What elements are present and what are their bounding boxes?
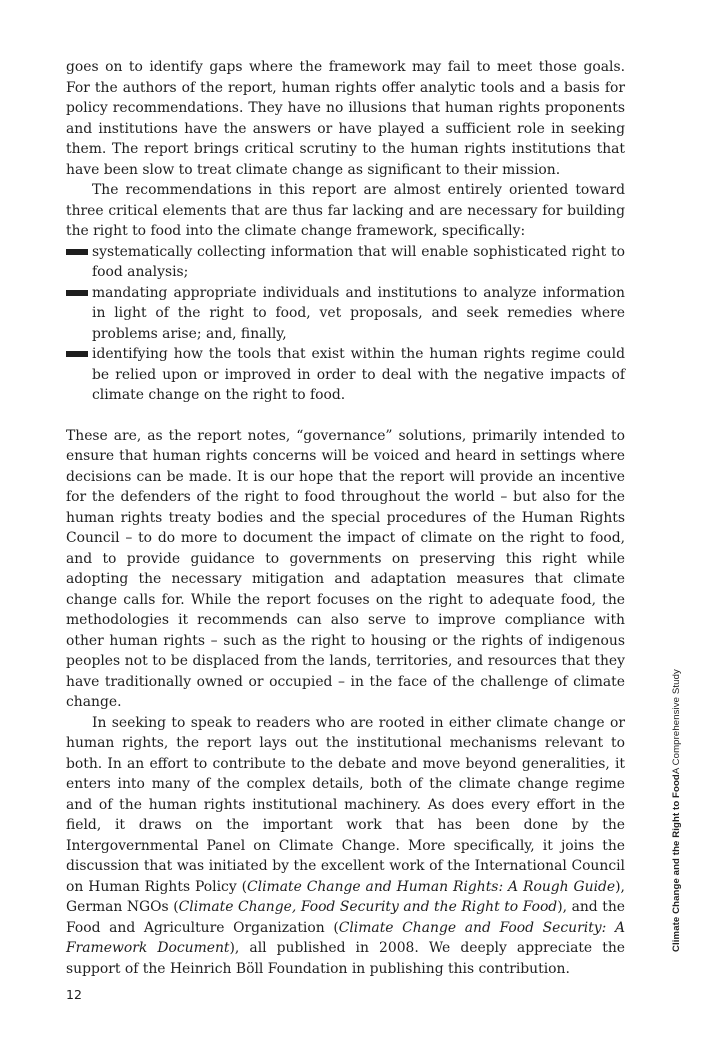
running-title-sub: A Comprehensive Study xyxy=(671,669,682,775)
bullet-dash-icon xyxy=(66,290,88,296)
list-item-text: mandating appropriate individuals and institutions to analyze information in light of the right to food, vet proposals, and seek remedies where problems arise; and, finally, xyxy=(92,284,625,342)
title-food-security: Climate Change, Food Security and the Right to Food xyxy=(178,899,558,915)
final-paragraph-text: ), all published in 2008. We deeply appreciate the support of the Heinrich Böll Foundation in publishing this contribution. xyxy=(66,940,625,977)
bullet-dash-icon xyxy=(66,351,88,357)
list-item xyxy=(66,283,625,345)
title-rough-guide: Climate Change and Human Rights: A Rough Guide xyxy=(247,878,616,895)
paragraph-gap xyxy=(66,406,625,426)
running-title-main: Climate Change and the Right to Food xyxy=(671,774,682,952)
bullet-dash-icon xyxy=(66,249,88,255)
list-item-text: systematically collecting information that will enable sophisticated right to food analysis; xyxy=(92,243,625,280)
list-item xyxy=(66,344,625,406)
page-number: 12 xyxy=(66,987,82,1002)
governance-paragraph: These are, as the report notes, “governance” solutions, primarily intended to ensure that human rights concerns will be voiced and heard in settings where decisions can be made. It is our hope that the report will provide an incentive for the defenders of the right to food throughout the world – but also for the human rights treaty bodies and the special procedures of the Human Rights Council – to do more to document the impact of climate on the right to food, and to provide guidance to governments on preserving this right while adopting the necessary mitigation and adaptation measures that climate change calls for. While the report focuses on the right to adequate food, the methodologies it recommends can also serve to improve compliance with other human rights – such as the right to housing or the rights of indigenous peoples not to be displaced from the lands, territories, and resources that they have traditionally owned or occupied – in the face of the challenge of climate change. xyxy=(66,427,625,710)
final-paragraph-text: In seeking to speak to readers who are rooted in either climate change or human rights, the report lays out the institutional mechanisms relevant to both. In an effort to contribute to the debate and move beyond generalities, it enters into many of the complex details, both of the climate change regime and of the human rights institutional machinery. As does every effort in the field, it draws on the important work that has been done by the Intergovernmental Panel on Climate Change. More specifically, it joins the discussion that was initiated by the excellent work of the International Council on Human Rights Policy ( xyxy=(66,714,625,895)
final-paragraph-text: ), German NGOs ( xyxy=(66,878,625,915)
opening-paragraph: goes on to identify gaps where the framework may fail to meet those goals. For the authors of the report, human rights offer analytic tools and a basis for policy recommendations. They have no illusions that human rights proponents and institutions have the answers or have played a sufficient role in seeking them. The report brings critical scrutiny to the human rights institutions that have been slow to treat climate change as significant to their mission. xyxy=(66,59,625,178)
running-title xyxy=(671,669,682,952)
list-item xyxy=(66,242,625,283)
list-item-text: identifying how the tools that exist within the human rights regime could be relied upon or improved in order to deal with the negative impacts of climate change on the right to food. xyxy=(92,346,625,403)
body-text xyxy=(66,57,625,979)
title-framework-document: Climate Change and Food Security: A Framework Document xyxy=(66,919,625,956)
final-paragraph-text: ), and the Food and Agriculture Organization ( xyxy=(66,899,625,936)
recommendations-list xyxy=(66,242,625,406)
recommendations-intro: The recommendations in this report are almost entirely oriented toward three critical elements that are thus far lacking and are necessary for building the right to food into the climate change framework, specifically: xyxy=(66,182,625,239)
final-paragraph xyxy=(66,713,625,980)
